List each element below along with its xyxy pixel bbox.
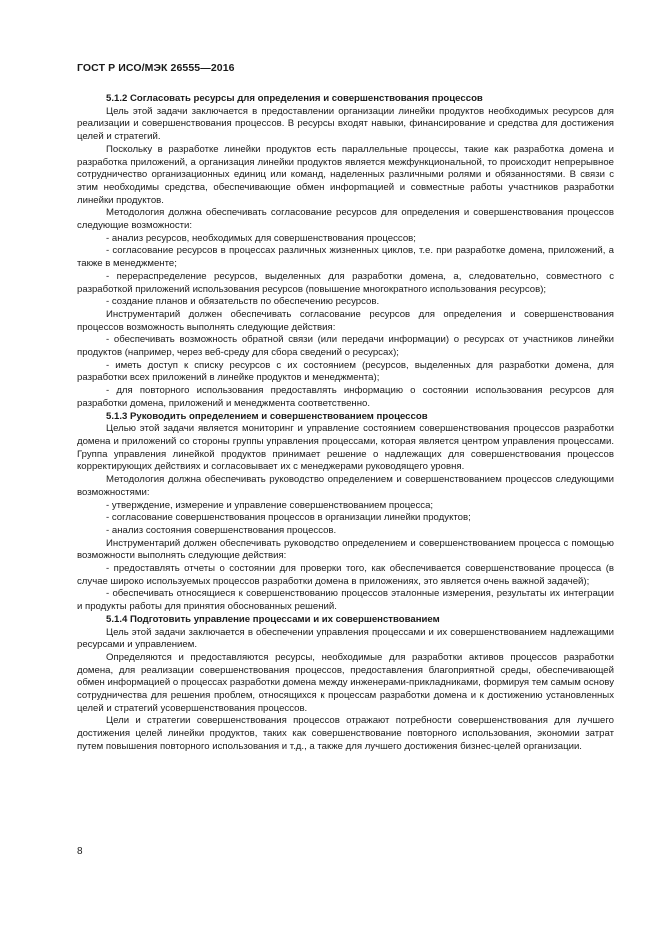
paragraph: Определяются и предоставляются ресурсы, необходимые для разработки активов процессов разработки домена, для реализации совершенствования процессов, предоставления благоприятной среды, обеспечивающей обмен информацией о процессах разработки домена между инженерами-прикладниками, формируя тем самым основу сотрудничества для решения проблем, относящихся к процессам разработки домена и к достижению установленных целей и стратегий усовершенствования процессов. <box>77 651 614 714</box>
paragraph: Цель этой задачи заключается в обеспечении управления процессами и их совершенствованием надлежащими ресурсами и управлением. <box>77 626 614 651</box>
paragraph: Методология должна обеспечивать руководство определением и совершенствованием процессов следующими возможностями: <box>77 474 614 498</box>
document-body <box>77 93 614 754</box>
paragraph: - утверждение, измерение и управление совершенствованием процесса; <box>106 499 434 511</box>
paragraph: Поскольку в разработке линейки продуктов есть параллельные процессы, такие как разработка домена и разработка приложений, а организация линейки продуктов является межфункциональной, то происходит непрерывное сотрудничество организационных единиц или команд, наделенных различными ролями и обязанностями. В связи с этим необходимы средства, обеспечивающие обмен инфорmацией и совместные работы участников разработки линейки продуктов. <box>77 143 614 206</box>
standard-header: ГОСТ Р ИСО/МЭК 26555—2016 <box>77 62 235 74</box>
paragraph: Целью этой задачи является мониторинг и управление состоянием совершенствования процессов разработки домена и приложений со стороны группы управления процессами, которая является центром управления процессами. Группа управления линейкой продуктов принимает решение о надлежащих для совершенствования процессов корректирующих действиях и согласовывает их с менеджерами руководящего уровня. <box>77 423 614 473</box>
paragraph: - обеспечивать возможность обратной связи (или передачи информации) о ресурсах от участников линейки продуктов (например, через веб-среду для сбора сведений о ресурсах); <box>77 334 614 359</box>
paragraph: - согласование совершенствования процессов в организации линейки продуктов; <box>106 512 471 524</box>
paragraph: Инструментарий должен обеспечивать руководство определением и совершенствованием процесса с помощью возможности выполнять следующие действия: <box>77 537 614 562</box>
page-number: 8 <box>77 846 83 857</box>
paragraph: - иметь доступ к списку ресурсов с их состоянием (ресурсов, выделенных для разработки домена, для разработки всех приложений в линейке продуктов и менеджмента); <box>77 359 614 384</box>
paragraph: - перераспределение ресурсов, выделенных для разработки домена, а, следовательно, совместного с разработкой приложений использования ресурсов (повышение многократного использования ресурсов); <box>77 270 614 295</box>
paragraph: - обеспечивать относящиеся к совершенствованию процессов эталонные измерения, результаты их интеграции и продукты работы для принятия обоснованных решений. <box>77 588 614 613</box>
paragraph: - анализ состояния совершенствования процессов. <box>106 524 337 536</box>
paragraph: - создание планов и обязательств по обеспечению ресурсов. <box>106 296 380 308</box>
paragraph: - анализ ресурсов, необходимых для совершенствования процессов; <box>106 232 416 244</box>
paragraph: Цель этой задачи заключается в предоставлении организации линейки продуктов необходимых ресурсов для реализации и совершенствования процессов. В ресурсы входят навыки, финансирование и средства для достижения целей и стратегий. <box>77 105 614 143</box>
paragraph: - для повторного использования предоставлять информацию о состоянии использования ресурсов для разработки домена, приложений и менеджмента соответственно. <box>77 385 614 409</box>
paragraph: Методология должна обеспечивать согласование ресурсов для определения и совершенствования процессов следующие возможности: <box>77 207 614 232</box>
section-heading: 5.1.2 Согласовать ресурсы для определения и совершенствования процессов <box>106 93 483 104</box>
section-heading: 5.1.4 Подготовить управление процессами и их совершенствованием <box>106 613 440 625</box>
section-heading: 5.1.3 Руководить определением и совершенствованием процессов <box>106 410 428 422</box>
paragraph: - предоставлять отчеты о состоянии для проверки того, как обеспечивается совершенствование процесса (в случае широко используемых процессов разработки домена в приложениях, это является очень важной задачей); <box>77 563 614 587</box>
paragraph: Цели и стратегии совершенствования процессов отражают потребности совершенствования для лучшего достижения целей линейки продуктов, таких как совершенствование повторного использования, экономии затрат путем повышения повторного использования и т.д., а также для лучшего достижения бизнес-целей организации. <box>77 715 614 752</box>
paragraph: Инструментарий должен обеспечивать согласование ресурсов для определения и совершенствования процессов возможность выполнять следующие действия: <box>77 308 614 333</box>
paragraph: - согласование ресурсов в процессах различных жизненных циклов, т.е. при разработке домена, приложений, а также в менеджменте; <box>77 245 614 270</box>
